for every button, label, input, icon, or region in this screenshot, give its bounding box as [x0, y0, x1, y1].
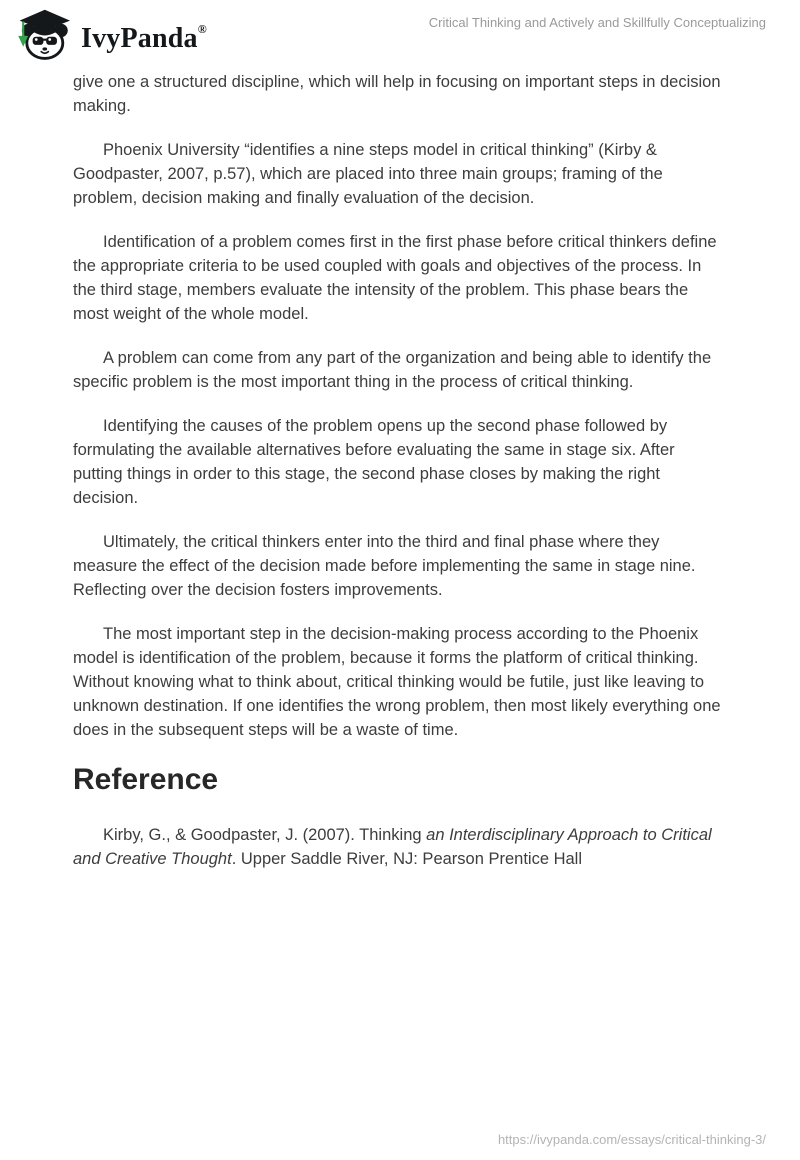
document-title: Critical Thinking and Actively and Skillfully Conceptualizing: [428, 15, 766, 30]
panda-graduate-icon: [14, 8, 72, 62]
citation-publisher: . Upper Saddle River, NJ: Pearson Prentice Hall: [231, 850, 583, 868]
ivypanda-logo: [14, 8, 207, 62]
registered-mark: ®: [197, 22, 207, 36]
essay-paragraph: give one a structured discipline, which will help in focusing on important steps in decision making.: [73, 73, 721, 115]
brand-wordmark: [81, 17, 207, 53]
essay-paragraph: Identification of a problem comes first in the first phase before critical thinkers define the appropriate criteria to be used coupled with goals and objectives of the process. In the third stage, members evaluate the intensity of the problem. This phase bears the most weight of the whole model.: [73, 233, 717, 323]
essay-paragraph: The most important step in the decision-making process according to the Phoenix model is identification of the problem, because it forms the platform of critical thinking. Without knowing what to think about, critical thinking would be futile, just like leaving to unknown destination. If one identifies the wrong problem, then most likely everything one does in the subsequent steps will be a waste of time.: [73, 625, 721, 739]
page-header: [0, 0, 800, 64]
essay-paragraph: A problem can come from any part of the organization and being able to identify the specific problem is the most important thing in the process of critical thinking.: [73, 349, 712, 391]
essay-paragraph: Ultimately, the critical thinkers enter into the third and final phase where they measure the effect of the decision made before implementing the same in stage nine. Reflecting over the decision fosters improvements.: [73, 533, 696, 599]
reference-heading: Reference: [73, 763, 219, 796]
source-url: https://ivypanda.com/essays/critical-thinking-3/: [497, 1132, 766, 1147]
essay-paragraph: Identifying the causes of the problem opens up the second phase followed by formulating the available alternatives before evaluating the same in stage six. After putting things in order to this stage, the second phase closes by making the right decision.: [73, 417, 675, 507]
reference-citation: [73, 823, 728, 871]
citation-title-italic: an Interdisciplinary Approach to Critical and Creative Thought: [73, 826, 712, 868]
essay-body: [73, 70, 728, 871]
brand-name: IvyPanda: [81, 23, 198, 54]
citation-text: Kirby, G., & Goodpaster, J. (2007). Thinking: [103, 826, 427, 844]
essay-paragraph: Phoenix University “identifies a nine steps model in critical thinking” (Kirby & Goodpaster, 2007, p.57), which are placed into three main groups; framing of the problem, decision making and finally evaluation of the decision.: [73, 141, 663, 207]
